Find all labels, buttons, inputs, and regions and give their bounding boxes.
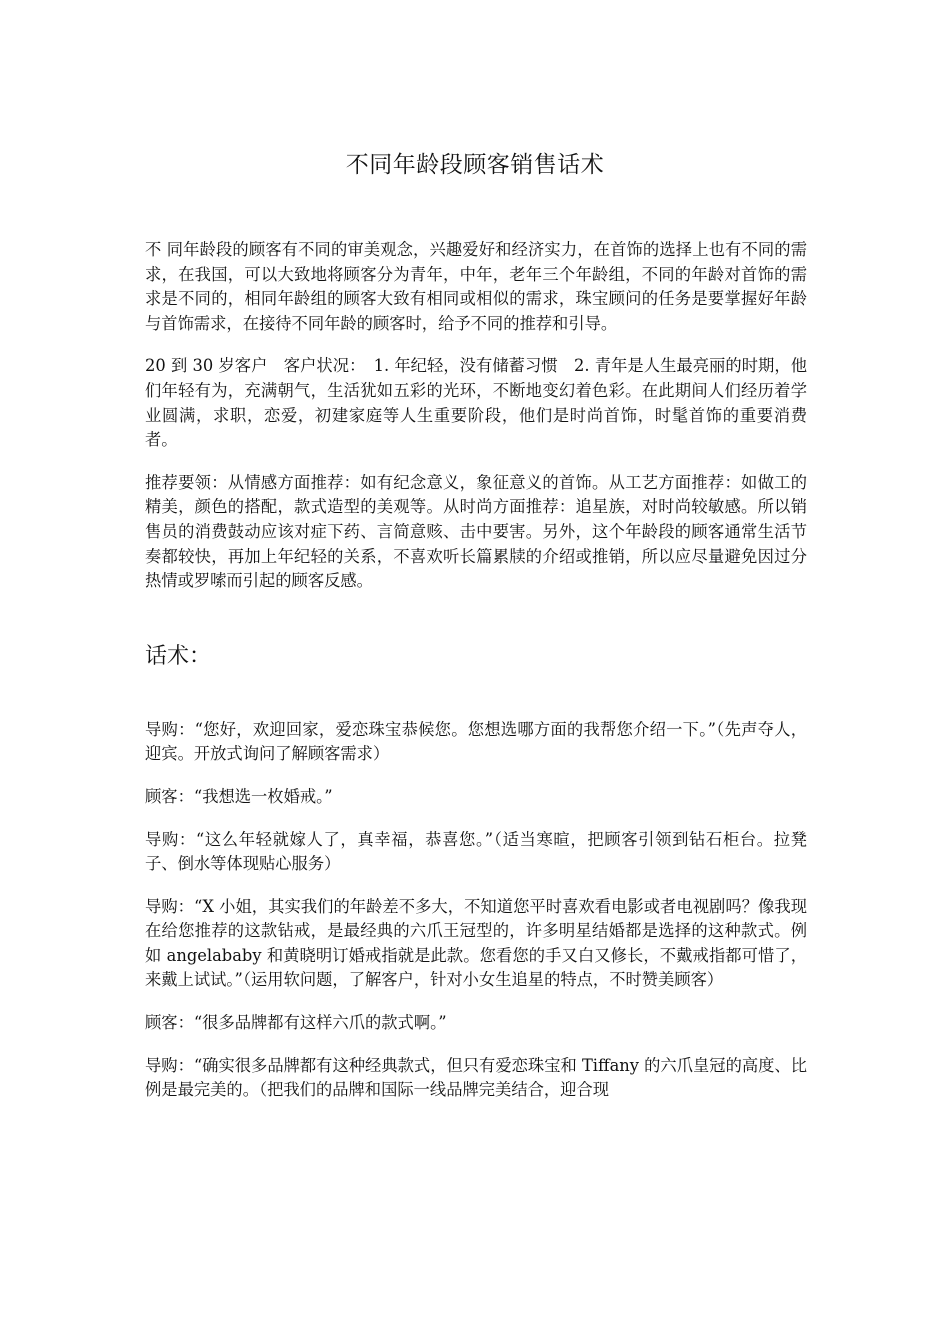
script-heading: 话术： (145, 643, 212, 669)
dialogue-line: 导购：“确实很多品牌都有这种经典款式，但只有爱恋珠宝和 Tiffany 的六爪皇冠的高度、比例是最完美的。（把我们的品牌和国际一线品牌完美结合，迎合现 (145, 1055, 807, 1100)
dialogue-line: 导购：“这么年轻就嫁人了，真幸福，恭喜您。”（适当寒暄，把顾客引领到钻石柜台。拉凳子、倒水等体现贴心服务） (145, 829, 807, 874)
recommend-paragraph: 推荐要领：从情感方面推荐：如有纪念意义，象征意义的首饰。从工艺方面推荐：如做工的精美，颜色的搭配，款式造型的美观等。从时尚方面推荐：追星族，对时尚较敏感。所以销售员的消费鼓动应该对症下药、言简意赅、击中要害。另外，这个年龄段的顾客通常生活节奏都较快，再加上年纪轻的关系，不喜欢听长篇累牍的介绍或推销，所以应尽量避免因过分热情或罗嗦而引起的顾客反感。 (145, 472, 807, 591)
document-body (145, 238, 807, 1121)
dialogue-line: 导购：“X 小姐，其实我们的年龄差不多大，不知道您平时喜欢看电影或者电视剧吗？像我现在给您推荐的这款钻戒，是最经典的六爪王冠型的，许多明星结婚都是选择的这种款式。例如 angelababy 和黄晓明订婚戒指就是此款。您看您的手又白又修长，不戴戒指都可惜了，来戴上试试。”（运用软问题，了解客户，针对小女生追星的特点，不时赞美顾客） (145, 896, 807, 990)
intro-paragraph: 不 同年龄段的顾客有不同的审美观念，兴趣爱好和经济实力，在首饰的选择上也有不同的需求，在我国，可以大致地将顾客分为青年，中年，老年三个年龄组，不同的年龄对首饰的需求是不同的，相同年龄组的顾客大致有相同或相似的需求，珠宝顾问的任务是要掌握好年龄与首饰需求，在接待不同年龄的顾客时，给予不同的推荐和引导。 (145, 240, 807, 333)
dialogue-line: 导购：“您好，欢迎回家，爱恋珠宝恭候您。您想选哪方面的我帮您介绍一下。”（先声夺人，迎宾。开放式询问了解顾客需求） (145, 719, 807, 764)
dialogue-line: 顾客：“很多品牌都有这样六爪的款式啊。” (145, 1013, 447, 1033)
document-title: 不同年龄段顾客销售话术 (345, 152, 605, 178)
dialogue-line: 顾客：“我想选一枚婚戒。” (145, 786, 333, 806)
age-group-paragraph: 20 到 30 岁客户 客户状况： 1. 年纪轻，没有储蓄习惯 2. 青年是人生最亮丽的时期，他们年轻有为，充满朝气，生活犹如五彩的光环，不断地变幻着色彩。在此期间人们经历着学业圆满，求职，恋爱，初建家庭等人生重要阶段，他们是时尚首饰，时髦首饰的重要消费者。 (145, 356, 807, 450)
